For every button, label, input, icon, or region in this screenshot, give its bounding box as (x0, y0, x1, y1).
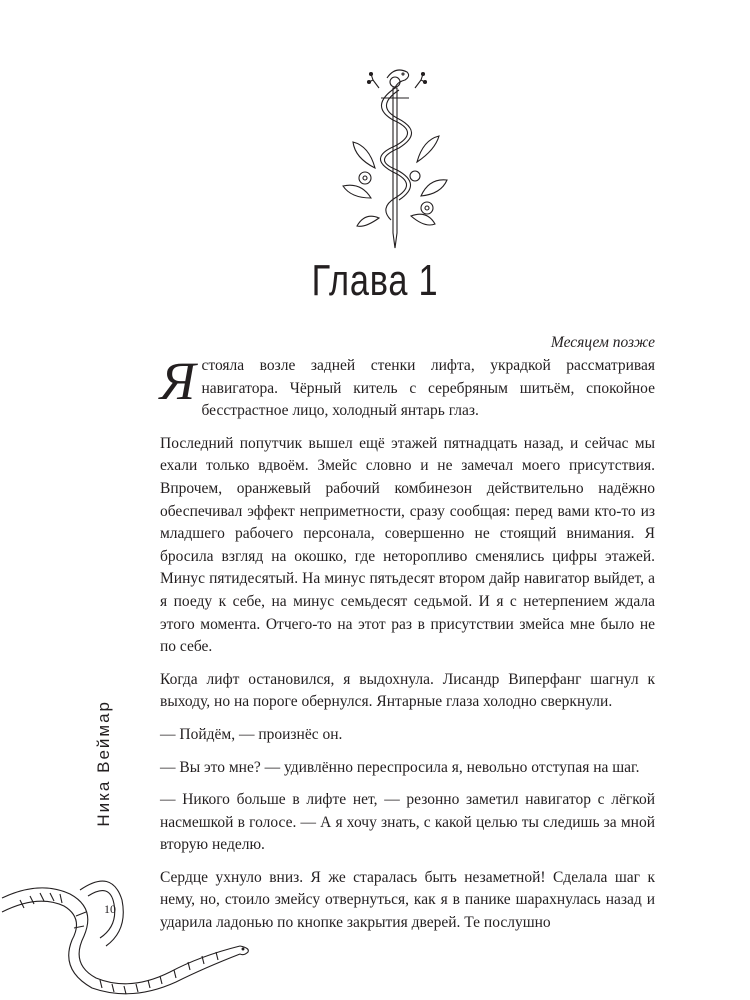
chapter-title: Глава 1 (311, 256, 439, 305)
paragraph-text: стояла возле задней стенки лифта, украдкой рассматривая навигатора. Чёрный китель с серебряным шитьём, спокойное бесстрастное лицо, холодный янтарь глаз. (201, 357, 655, 420)
paragraph: — Пойдём, — произнёс он. (160, 725, 343, 743)
paragraph: — Вы это мне? — удивлённо переспросила я, невольно отступая на шаг. (160, 758, 640, 776)
author-name (94, 700, 122, 860)
chapter-subtitle: Месяцем позже (550, 334, 655, 351)
author-name-text: Ника Веймар (94, 700, 113, 827)
paragraph: Когда лифт остановился, я выдохнула. Лисандр Виперфанг шагнул к выходу, но на пороге обернулся. Янтарные глаза холодно сверкнули. (160, 670, 655, 711)
snake-icon (0, 860, 250, 1000)
body-text (160, 351, 655, 945)
paragraph: — Никого больше в лифте нет, — резонно заметил навигатор с лёгкой насмешкой в голосе. — А я хочу знать, с какой целью ты следишь за мной вторую неделю. (160, 791, 655, 854)
snake-dagger-ornament-icon (335, 58, 455, 258)
page-number: 10 (104, 902, 116, 916)
paragraph: Сердце ухнуло вниз. Я же старалась быть незаметной! Сделала шаг к нему, но, стоило змейсу отвернуться, как я в панике шарахнулась назад и ударила ладонью по кнопке закрытия дверей. Те послушно (160, 868, 655, 932)
paragraph: Последний попутчик вышел ещё этажей пятнадцать назад, и сейчас мы ехали только вдвоём. Змейс словно и не замечал моего присутствия. Впрочем, оранжевый рабочий комбинезон действительно надёжно обеспечивал эффект неприметности, сразу сообщая: перед вами кто-то из младшего рабочего персонала, совершенно не стоящий внимания. Я бросила взгляд на окошко, где неторопливо сменялись цифры этажей. Минус пятидесятый. На минус пятьдесят втором дайр навигатор выйдет, а я поеду к себе, на минус семьдесят седьмой. И я с нетерпением ждала этого момента. Отчего-то на этот раз в присутствии змейса мне было не по себе. (160, 434, 655, 656)
drop-cap: Я (160, 351, 196, 411)
paragraph (160, 351, 655, 423)
